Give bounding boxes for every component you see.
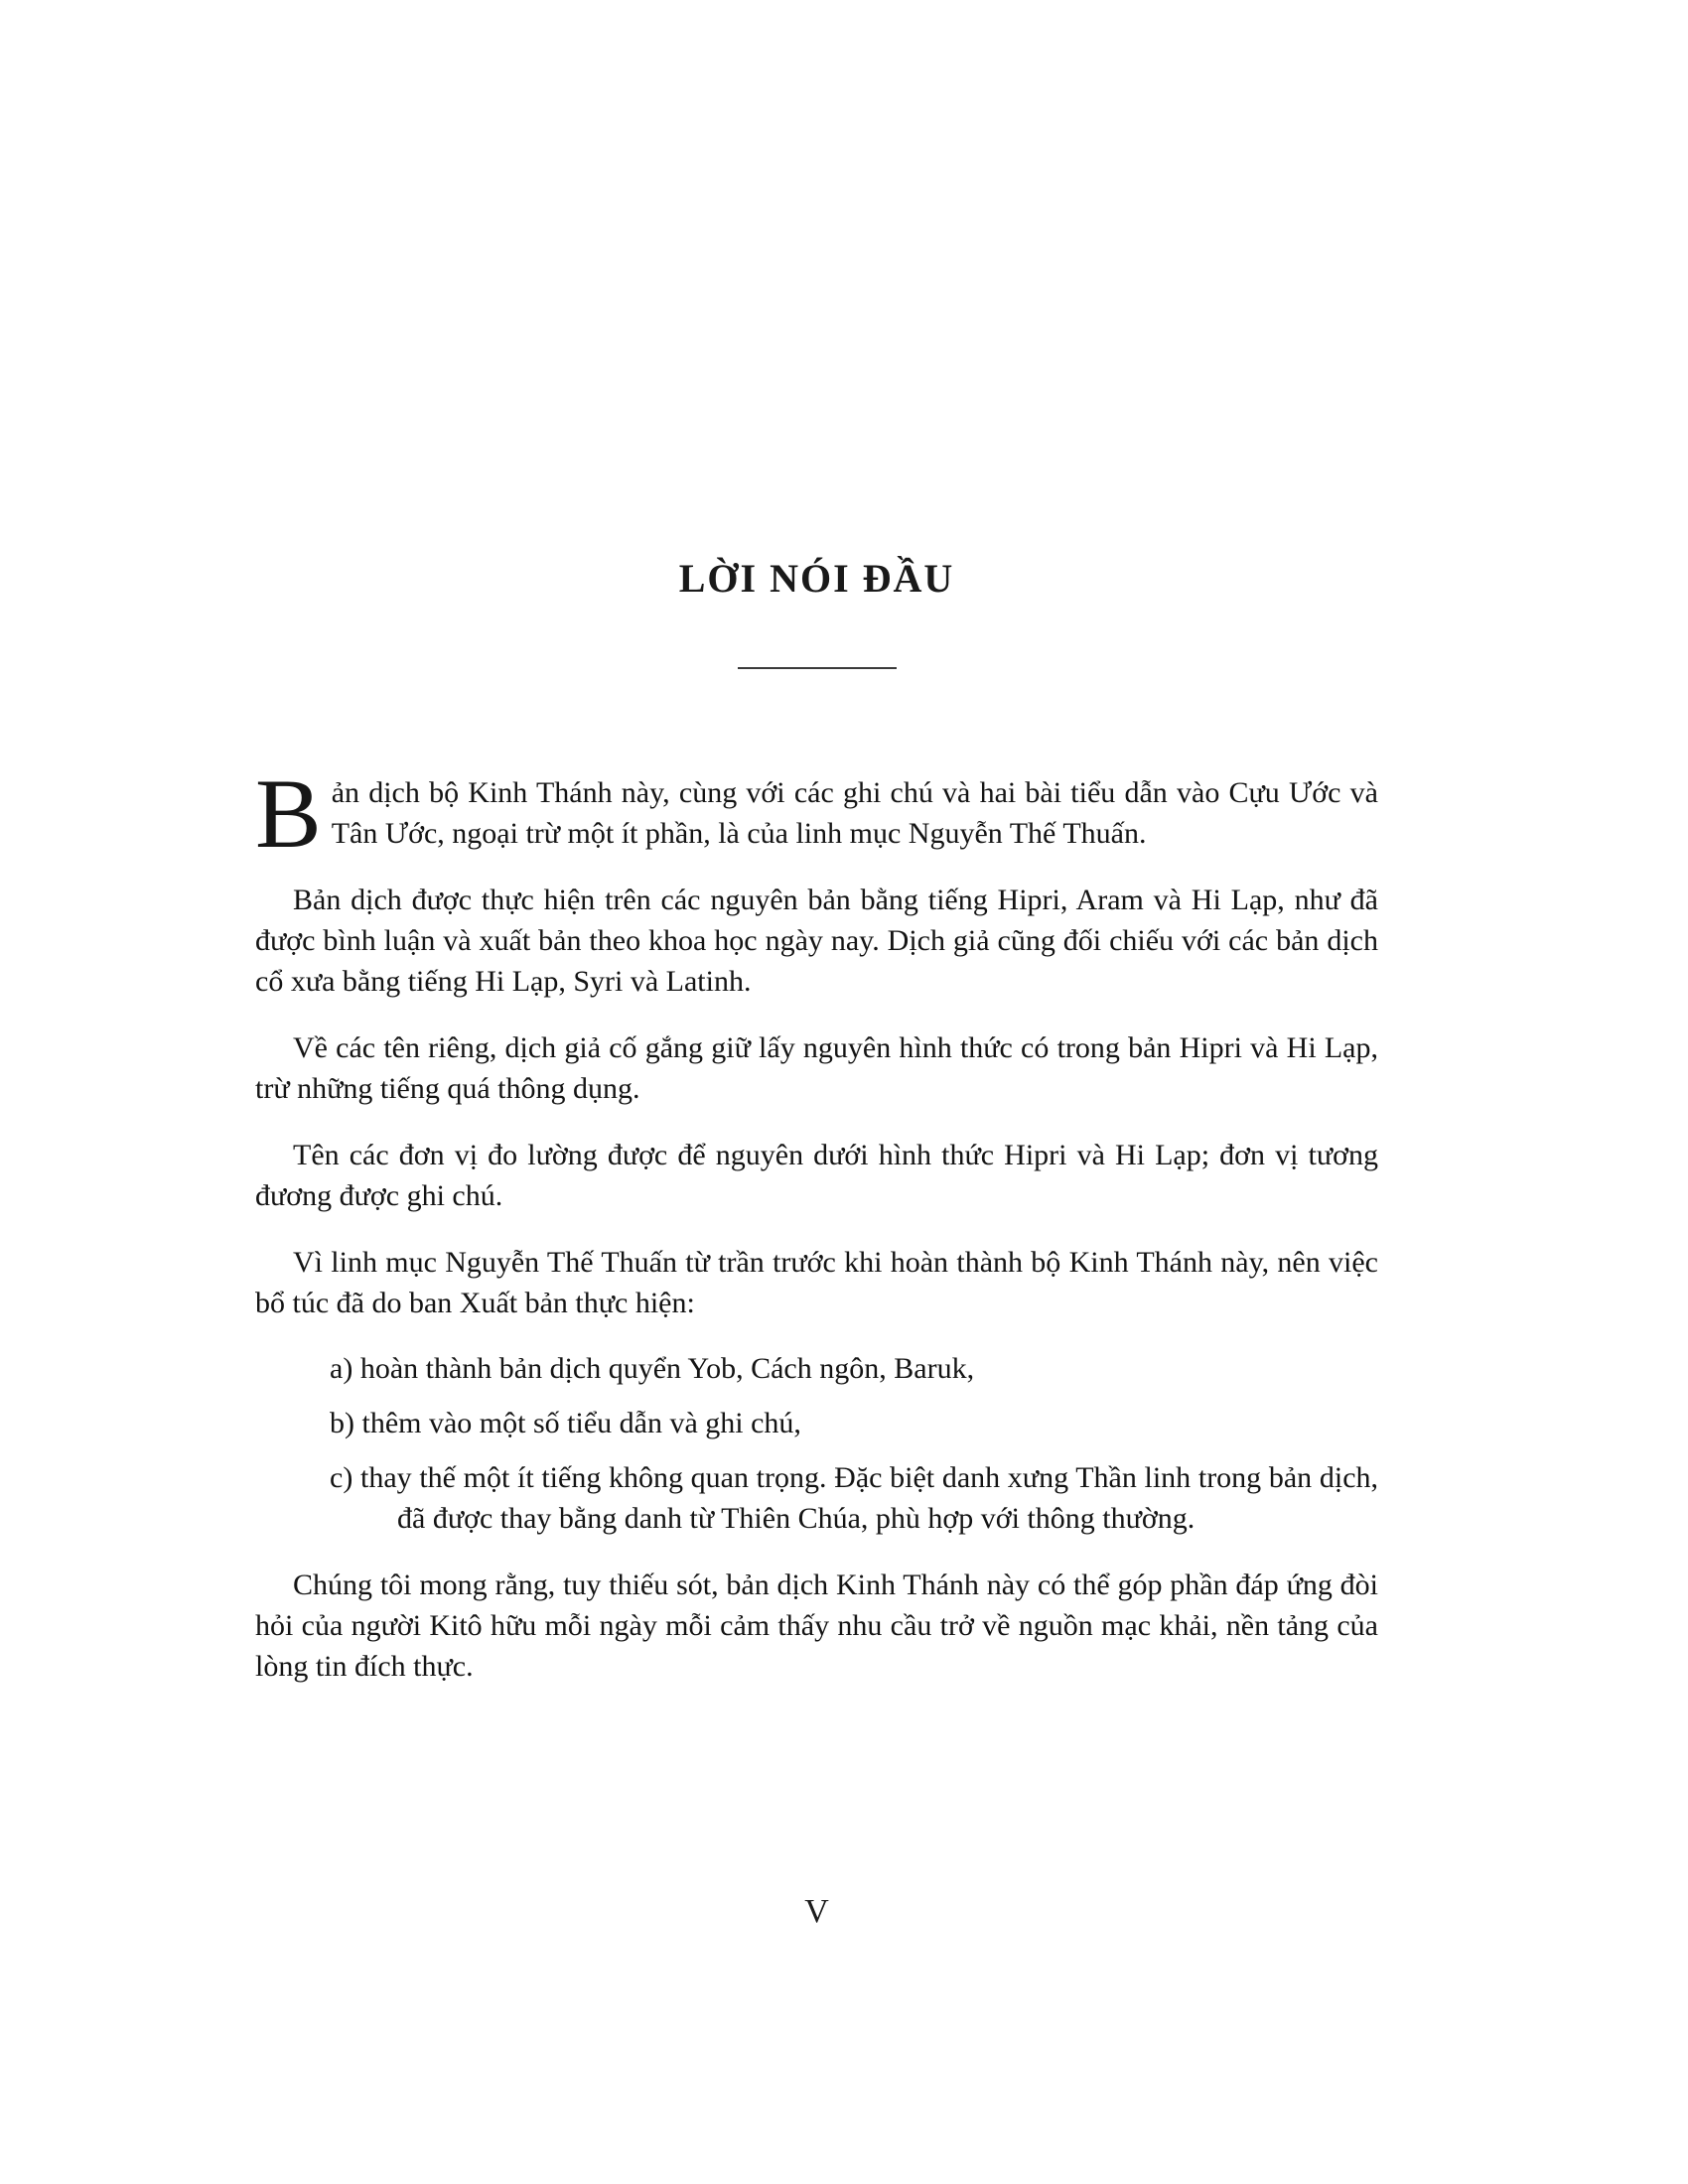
list-item-c	[255, 1457, 1378, 1539]
list-item-c-label: c)	[330, 1461, 353, 1494]
list-item-a-text: hoàn thành bản dịch quyển Yob, Cách ngôn, Baruk,	[359, 1352, 975, 1385]
list-item-a	[255, 1348, 1378, 1389]
book-page	[255, 556, 1378, 1931]
list-item-b-label: b)	[330, 1407, 354, 1439]
title-divider	[738, 667, 897, 669]
editorial-task-list	[255, 1348, 1378, 1539]
opening-paragraph-text: ản dịch bộ Kinh Thánh này, cùng với các ghi chú và hai bài tiểu dẫn vào Cựu Ước và Tân Ước, ngoại trừ một ít phần, là của linh mục Nguyễn Thế Thuấn.	[331, 776, 1378, 850]
page-title: LỜI NÓI ĐẦU	[678, 556, 955, 601]
list-item-b	[255, 1403, 1378, 1443]
paragraph-proper-names: Về các tên riêng, dịch giả cố gắng giữ lấy nguyên hình thức có trong bản Hipri và Hi Lạp, trừ những tiếng quá thông dụng.	[255, 1031, 1378, 1105]
page-number: V	[804, 1893, 829, 1930]
closing-paragraph: Chúng tôi mong rằng, tuy thiếu sót, bản dịch Kinh Thánh này có thể góp phần đáp ứng đòi hỏi của người Kitô hữu mỗi ngày mỗi cảm thấy nhu cầu trở về nguồn mạc khải, nền tảng của lòng tin đích thực.	[255, 1569, 1378, 1683]
paragraph-measurement-units: Tên các đơn vị đo lường được để nguyên dưới hình thức Hipri và Hi Lạp; đơn vị tương đương được ghi chú.	[255, 1139, 1378, 1212]
list-item-a-label: a)	[330, 1352, 353, 1385]
paragraph-editorial-completion: Vì linh mục Nguyễn Thế Thuấn từ trần trước khi hoàn thành bộ Kinh Thánh này, nên việc bổ túc đã do ban Xuất bản thực hiện:	[255, 1246, 1378, 1319]
opening-paragraph	[255, 758, 1378, 869]
drop-cap-initial: B	[255, 758, 322, 869]
preface-body	[255, 758, 1379, 1687]
list-item-b-text: thêm vào một số tiểu dẫn và ghi chú,	[361, 1407, 801, 1439]
paragraph-translation-sources: Bản dịch được thực hiện trên các nguyên bản bằng tiếng Hipri, Aram và Hi Lạp, như đã được bình luận và xuất bản theo khoa học ngày nay. Dịch giả cũng đối chiếu với các bản dịch cổ xưa bằng tiếng Hi Lạp, Syri và Latinh.	[255, 884, 1378, 998]
list-item-c-text: thay thế một ít tiếng không quan trọng. Đặc biệt danh xưng Thần linh trong bản dịch, đã được thay bằng danh từ Thiên Chúa, phù hợp với thông thường.	[360, 1461, 1379, 1535]
